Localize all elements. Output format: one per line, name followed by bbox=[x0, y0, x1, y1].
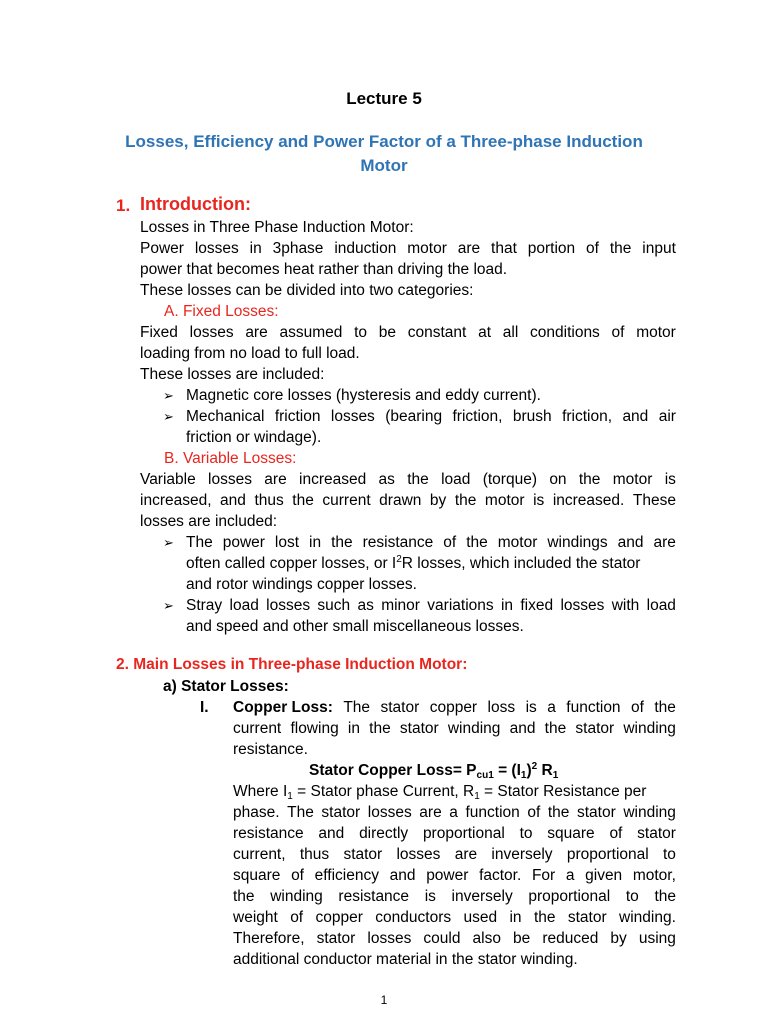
lecture-title: Lecture 5 bbox=[346, 89, 422, 108]
intro-line-2 bbox=[140, 238, 676, 259]
word: thus bbox=[254, 492, 284, 509]
word: and bbox=[389, 867, 416, 884]
word: and bbox=[220, 492, 246, 509]
word: the bbox=[233, 888, 255, 905]
word: function bbox=[566, 699, 621, 716]
stator-copper-loss-formula: Stator Copper Loss= $P_{cu1} = (I_1)^2$ $R_1$ bbox=[309, 761, 559, 781]
word: brush bbox=[512, 408, 552, 425]
word: directly bbox=[359, 825, 409, 842]
word: in bbox=[347, 720, 360, 737]
section-2-heading: 2. Main Losses in Three-phase Induction Motor: bbox=[116, 656, 468, 673]
word: could bbox=[423, 930, 461, 947]
word: conditions bbox=[530, 324, 600, 341]
word: is bbox=[525, 699, 537, 716]
word: of bbox=[527, 804, 541, 821]
word: also bbox=[472, 930, 501, 947]
word: are bbox=[454, 846, 478, 863]
word: load bbox=[229, 597, 259, 614]
word: such bbox=[317, 597, 351, 614]
word: square bbox=[547, 825, 595, 842]
word: constant bbox=[407, 324, 467, 341]
word: copper bbox=[429, 699, 478, 716]
word: by bbox=[429, 492, 447, 509]
word: friction, bbox=[562, 408, 613, 425]
copper-loss-label: Copper Loss: bbox=[233, 699, 333, 716]
word: function bbox=[465, 804, 520, 821]
word: motor bbox=[612, 471, 653, 488]
word: is bbox=[664, 471, 676, 488]
word: a bbox=[449, 804, 458, 821]
word: current bbox=[322, 492, 371, 509]
word: the bbox=[369, 720, 391, 737]
word: current bbox=[233, 720, 282, 737]
word: on bbox=[549, 471, 567, 488]
word: to bbox=[519, 825, 533, 842]
word: (bearing bbox=[385, 408, 443, 425]
word: of bbox=[609, 825, 623, 842]
word: the bbox=[331, 534, 353, 551]
word: The bbox=[287, 804, 314, 821]
word: motor bbox=[636, 324, 676, 341]
word: 3phase bbox=[272, 240, 324, 257]
word: winding bbox=[447, 720, 501, 737]
word: of bbox=[611, 324, 625, 341]
word: of bbox=[443, 534, 457, 551]
word: all bbox=[502, 324, 519, 341]
word: using bbox=[638, 930, 676, 947]
variable-line-3: losses are included: bbox=[140, 513, 277, 530]
word: weight bbox=[233, 909, 278, 926]
word: Stray bbox=[186, 597, 223, 614]
fixed-line-3: These losses are included: bbox=[140, 366, 325, 383]
word: copper bbox=[315, 909, 363, 926]
word: winding bbox=[270, 888, 323, 905]
word: motor bbox=[484, 492, 525, 509]
word: the bbox=[292, 492, 314, 509]
bullet-2-line-2: friction or windage). bbox=[186, 429, 322, 446]
word: resistance bbox=[338, 888, 410, 905]
word: flowing bbox=[290, 720, 339, 737]
document-subtitle-line1: Losses, Efficiency and Power Factor of a Three-phase Induction bbox=[125, 132, 643, 151]
copper-loss-line-2 bbox=[233, 718, 676, 739]
word: power bbox=[426, 867, 469, 884]
word: increased bbox=[299, 471, 367, 488]
word: the bbox=[466, 534, 488, 551]
word: to bbox=[354, 324, 368, 341]
word: is bbox=[424, 888, 436, 905]
word: proportional bbox=[422, 825, 505, 842]
word: stator bbox=[343, 846, 383, 863]
word: load bbox=[646, 597, 676, 614]
word: a bbox=[547, 699, 556, 716]
word: increased, bbox=[140, 492, 212, 509]
copper-loss-line-1 bbox=[233, 697, 676, 718]
stator-para-line-3 bbox=[233, 823, 676, 844]
word: friction, bbox=[452, 408, 503, 425]
word: of bbox=[290, 909, 304, 926]
bullet-arrow-icon: ➢ bbox=[163, 409, 174, 424]
stator-para-line-7 bbox=[233, 907, 676, 928]
word: winding bbox=[623, 720, 676, 737]
word: drawn bbox=[379, 492, 422, 509]
word: proportional bbox=[566, 846, 649, 863]
word: is bbox=[533, 492, 545, 509]
word: factor. bbox=[479, 867, 522, 884]
section-1-number: 1. bbox=[116, 196, 131, 215]
word: motor bbox=[407, 240, 447, 257]
variable-losses-label: B. Variable Losses: bbox=[164, 450, 297, 467]
word: a bbox=[565, 867, 575, 884]
word: the bbox=[533, 909, 556, 926]
word: losses bbox=[396, 846, 441, 863]
word: resistance bbox=[362, 534, 434, 551]
roman-numeral-1: I. bbox=[200, 699, 209, 716]
word: inversely bbox=[451, 888, 513, 905]
word: and bbox=[622, 408, 649, 425]
stator-para-line-4 bbox=[233, 844, 676, 865]
word: in bbox=[509, 909, 522, 926]
bullet-4-line-1 bbox=[186, 595, 676, 616]
word: in bbox=[249, 240, 262, 257]
variable-line-1 bbox=[140, 469, 676, 490]
word: as bbox=[357, 597, 374, 614]
copper-loss-line-3: resistance. bbox=[233, 741, 308, 758]
word: losses bbox=[266, 597, 311, 614]
fixed-line-2: loading from no load to full load. bbox=[140, 345, 360, 362]
word: the bbox=[454, 492, 477, 509]
bullet-2-line-1 bbox=[186, 406, 676, 427]
word: be bbox=[378, 324, 397, 341]
word: to bbox=[625, 888, 639, 905]
word: fixed bbox=[520, 597, 554, 614]
word: current, bbox=[233, 846, 286, 863]
stator-para-line-5 bbox=[233, 865, 676, 886]
word: induction bbox=[334, 240, 397, 257]
word: losses bbox=[208, 471, 252, 488]
bullet-4-line-2: and speed and other small miscellaneous losses. bbox=[186, 618, 524, 635]
bullet-arrow-icon: ➢ bbox=[163, 388, 174, 403]
word: used bbox=[463, 909, 498, 926]
word: stator bbox=[637, 825, 676, 842]
word: stator bbox=[399, 720, 439, 737]
word: in bbox=[500, 597, 514, 614]
word: as bbox=[378, 471, 395, 488]
word: with bbox=[611, 597, 640, 614]
word: the bbox=[544, 720, 567, 737]
word: The bbox=[343, 699, 371, 716]
word: are bbox=[653, 534, 676, 551]
word: to bbox=[662, 846, 676, 863]
word: power bbox=[222, 534, 265, 551]
word: and bbox=[509, 720, 536, 737]
stator-para-line-9: additional conductor material in the stator winding. bbox=[233, 951, 578, 968]
word: in bbox=[309, 534, 322, 551]
word: stator bbox=[321, 804, 361, 821]
word: friction bbox=[274, 408, 321, 425]
word: losses bbox=[194, 240, 239, 257]
word: For bbox=[531, 867, 556, 884]
word: given bbox=[585, 867, 623, 884]
word: the bbox=[578, 471, 601, 488]
word: input bbox=[642, 240, 676, 257]
word: phase. bbox=[233, 804, 280, 821]
word: proportional bbox=[528, 888, 611, 905]
word: and bbox=[617, 534, 644, 551]
word: losses bbox=[367, 804, 412, 821]
word: the bbox=[654, 699, 676, 716]
stator-losses-heading: a) Stator Losses: bbox=[163, 678, 289, 695]
word: inversely bbox=[491, 846, 553, 863]
word: the bbox=[654, 888, 676, 905]
word: are bbox=[264, 471, 287, 488]
word: stator bbox=[575, 720, 615, 737]
page-number: 1 bbox=[380, 993, 388, 1007]
intro-line-3: power that becomes heat rather than driving the load. bbox=[140, 261, 508, 278]
document-subtitle-line2: Motor bbox=[360, 156, 408, 175]
word: Variable bbox=[140, 471, 196, 488]
word: Mechanical bbox=[186, 408, 265, 425]
word: the bbox=[547, 804, 570, 821]
bullet-3-line-3: and rotor windings copper losses. bbox=[186, 576, 417, 593]
word: stator bbox=[567, 909, 607, 926]
word: be bbox=[513, 930, 531, 947]
word: stator bbox=[380, 699, 420, 716]
word: conductors bbox=[375, 909, 452, 926]
word: are bbox=[245, 324, 268, 341]
word: thus bbox=[299, 846, 330, 863]
word: Power bbox=[140, 240, 184, 257]
word: the bbox=[407, 471, 429, 488]
word: losses bbox=[330, 408, 375, 425]
word: reduced bbox=[542, 930, 599, 947]
variable-line-2 bbox=[140, 490, 676, 511]
word: air bbox=[658, 408, 676, 425]
stator-para-line-2 bbox=[233, 802, 676, 823]
word: motor bbox=[497, 534, 538, 551]
word: efficiency bbox=[314, 867, 379, 884]
word: are bbox=[419, 804, 442, 821]
bullet-1: Magnetic core losses (hysteresis and eddy current). bbox=[186, 387, 541, 404]
word: of bbox=[586, 240, 599, 257]
word: the bbox=[609, 240, 632, 257]
word: of bbox=[631, 699, 644, 716]
word: motor, bbox=[632, 867, 676, 884]
word: increased. bbox=[552, 492, 625, 509]
word: that bbox=[491, 240, 517, 257]
word: windings bbox=[547, 534, 608, 551]
word: loss bbox=[487, 699, 516, 716]
word: stator bbox=[316, 930, 356, 947]
bullet-3-line-2: often called copper losses, or $I^2R$ losses, which included the stator bbox=[186, 554, 641, 572]
word: assumed bbox=[279, 324, 343, 341]
word: Fixed bbox=[140, 324, 178, 341]
word: These bbox=[632, 492, 676, 509]
bullet-arrow-icon: ➢ bbox=[163, 535, 174, 550]
word: and bbox=[318, 825, 345, 842]
word: by bbox=[610, 930, 627, 947]
word: at bbox=[478, 324, 492, 341]
word: load bbox=[441, 471, 471, 488]
word: are bbox=[457, 240, 481, 257]
word: losses bbox=[367, 930, 412, 947]
where-line: Where $I_1$ = Stator phase Current, $R_1$ = Stator Resistance per bbox=[233, 783, 647, 802]
word: winding bbox=[623, 804, 676, 821]
word: minor bbox=[381, 597, 420, 614]
word: portion bbox=[527, 240, 576, 257]
stator-para-line-8 bbox=[233, 928, 676, 949]
word: losses bbox=[560, 597, 605, 614]
word: of bbox=[291, 867, 304, 884]
section-1-heading: Introduction: bbox=[140, 194, 251, 214]
bullet-arrow-icon: ➢ bbox=[163, 598, 174, 613]
word: The bbox=[186, 534, 213, 551]
word: variations bbox=[427, 597, 494, 614]
stator-para-line-6 bbox=[233, 886, 676, 907]
fixed-line-1 bbox=[140, 322, 676, 343]
word: stator bbox=[577, 804, 616, 821]
fixed-losses-label: A. Fixed Losses: bbox=[164, 303, 279, 320]
word: lost bbox=[274, 534, 300, 551]
intro-line-1: Losses in Three Phase Induction Motor: bbox=[140, 219, 414, 236]
word: (torque) bbox=[482, 471, 537, 488]
word: resistance bbox=[233, 825, 304, 842]
word: square bbox=[233, 867, 281, 884]
word: losses bbox=[189, 324, 234, 341]
intro-line-4: These losses can be divided into two categories: bbox=[140, 282, 474, 299]
word: Therefore, bbox=[233, 930, 305, 947]
bullet-3-line-1 bbox=[186, 532, 676, 553]
word: winding. bbox=[619, 909, 676, 926]
